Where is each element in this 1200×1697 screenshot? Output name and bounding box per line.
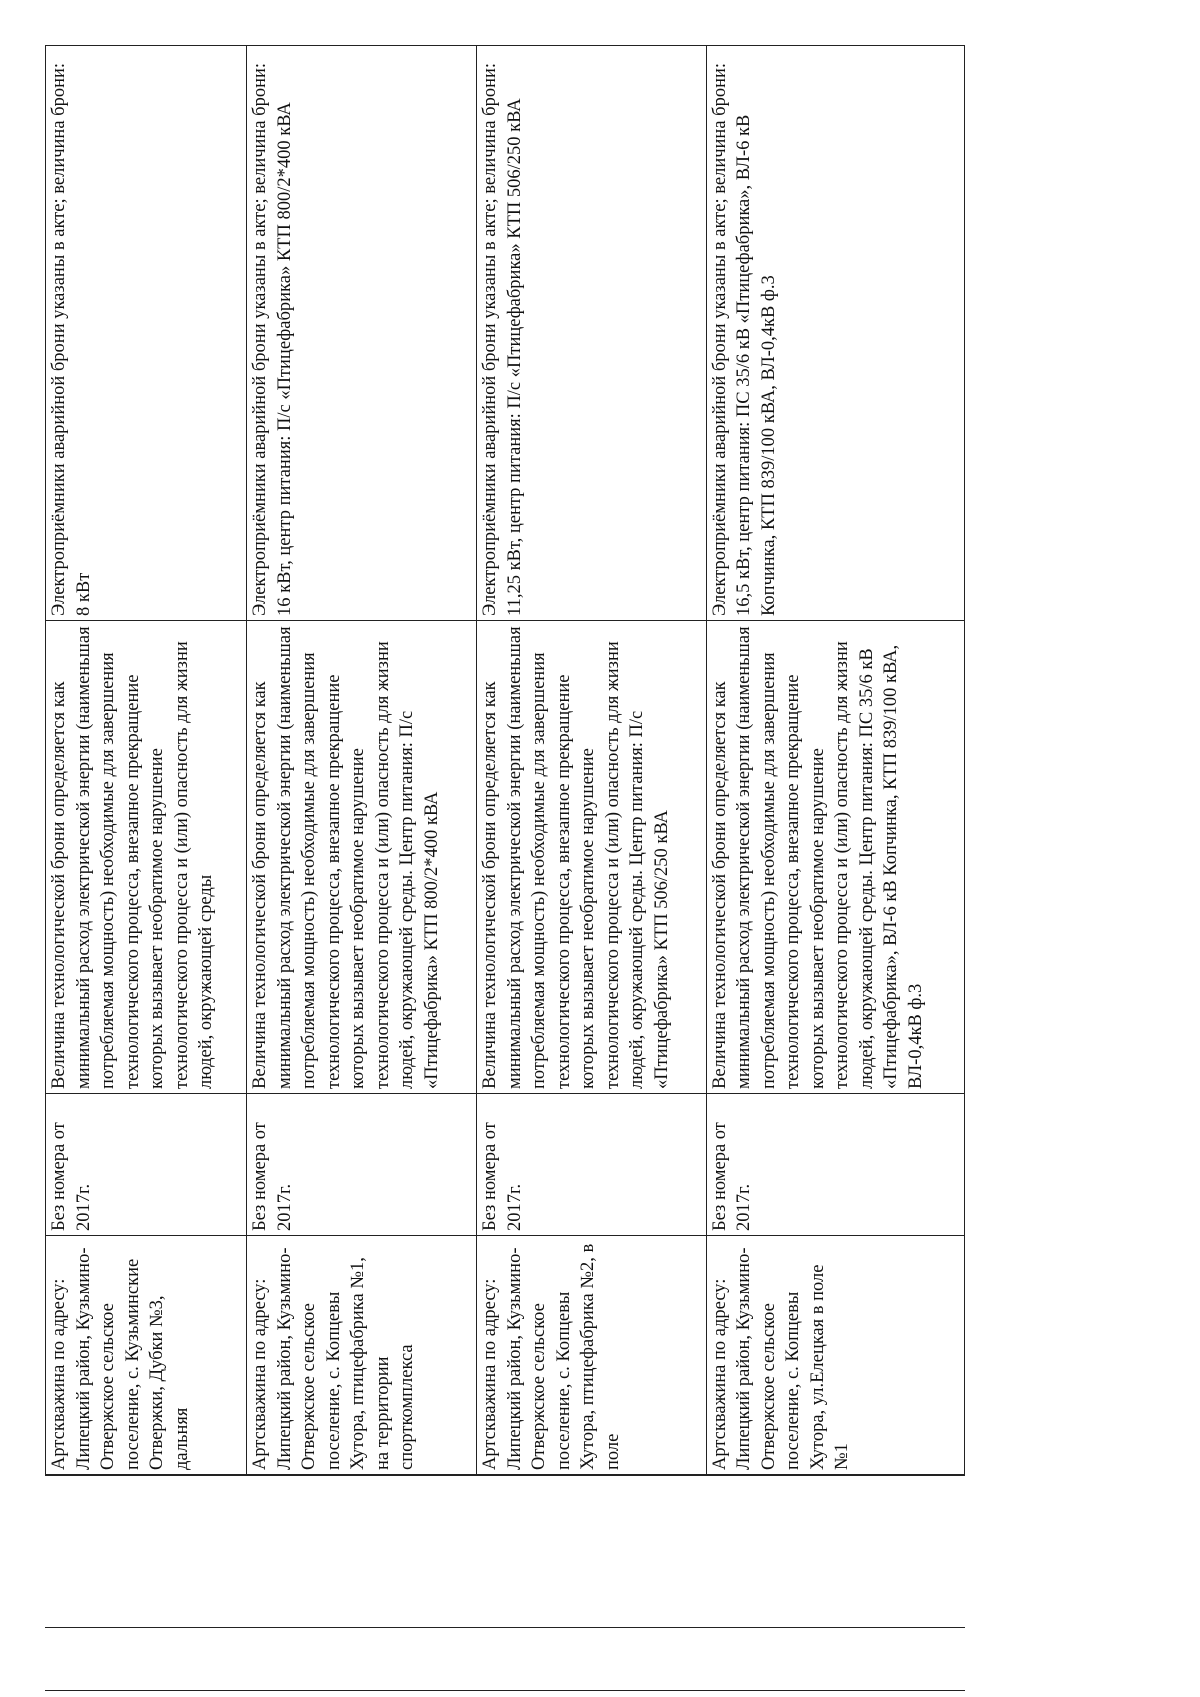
tech-reserve-cell: Величина технологической брони определяется как минимальный расход электрической энергии (наименьшая потребляемая мощность) необходимые для завершения технологического процесса, внезапное прекращение которых вызывает необратимое нарушение технологического процесса и (или) опасность для жизни людей, окружающей среды. Центр питания: П/с «Птицефабрика» КТП 800/2*400 кВА <box>247 621 477 1094</box>
table-column-line <box>45 1475 965 1476</box>
location-cell: Артскважина по адресу: Липецкий район, Кузьмино-Отвержское сельское поселение, с. Копцевы Хутора, птицефабрика №1, на территории спорткомплекса <box>247 1236 477 1475</box>
act-cell: Без номера от 2017г. <box>247 1094 477 1236</box>
tech-reserve-cell: Величина технологической брони определяется как минимальный расход электрической энергии (наименьшая потребляемая мощность) необходимые для завершения технологического процесса, внезапное прекращение которых вызывает необратимое нарушение технологического процесса и (или) опасность для жизни людей, окружающей среды. Центр питания: ПС 35/6 кВ «Птицефабрика», ВЛ-6 кВ Копчинка, КТП 839/100 кВА, ВЛ-0,4кВ ф.3 <box>706 621 964 1094</box>
rotated-table-page <box>45 45 965 1475</box>
table-row <box>477 46 707 1475</box>
emergency-reserve-cell: Электроприёмники аварийной брони указаны в акте; величина брони: 16 кВт, центр питания: П/с «Птицефабрика» КТП 800/2*400 кВА <box>247 46 477 621</box>
location-cell: Артскважина по адресу: Липецкий район, Кузьмино-Отвержское сельское поселение, с. Копцевы Хутора, птицефабрика №2, в поле <box>477 1236 707 1475</box>
emergency-reserve-cell: Электроприёмники аварийной брони указаны в акте; величина брони: 11,25 кВт, центр питания: П/с «Птицефабрика» КТП 506/250 кВА <box>477 46 707 621</box>
table-row <box>706 46 964 1475</box>
act-cell: Без номера от 2017г. <box>477 1094 707 1236</box>
act-cell: Без номера от 2017г. <box>46 1094 247 1236</box>
location-cell: Артскважина по адресу: Липецкий район, Кузьмино-Отвержское сельское поселение, с. Кузьминские Отвержки, Дубки №3, дальняя <box>46 1236 247 1475</box>
tech-reserve-cell: Величина технологической брони определяется как минимальный расход электрической энергии (наименьшая потребляемая мощность) необходимые для завершения технологического процесса, внезапное прекращение которых вызывает необратимое нарушение технологического процесса и (или) опасность для жизни людей, окружающей среды <box>46 621 247 1094</box>
table-column-line <box>45 1690 965 1691</box>
act-cell: Без номера от 2017г. <box>706 1094 964 1236</box>
table-row <box>247 46 477 1475</box>
reserve-table <box>45 45 965 1475</box>
tech-reserve-cell: Величина технологической брони определяется как минимальный расход электрической энергии (наименьшая потребляемая мощность) необходимые для завершения технологического процесса, внезапное прекращение которых вызывает необратимое нарушение технологического процесса и (или) опасность для жизни людей, окружающей среды. Центр питания: П/с «Птицефабрика» КТП 506/250 кВА <box>477 621 707 1094</box>
location-cell: Артскважина по адресу: Липецкий район, Кузьмино-Отвержское сельское поселение, с. Копцевы Хутора, ул.Елецкая в поле №1 <box>706 1236 964 1475</box>
table-column-line <box>45 1627 965 1628</box>
table-row <box>46 46 247 1475</box>
emergency-reserve-cell: Электроприёмники аварийной брони указаны в акте; величина брони: 16,5 кВт, центр питания: ПС 35/6 кВ «Птицефабрика», ВЛ-6 кВ Копчинка, КТП 839/100 кВА, ВЛ-0,4кВ ф.3 <box>706 46 964 621</box>
emergency-reserve-cell: Электроприёмники аварийной брони указаны в акте; величина брони: 8 кВт <box>46 46 247 621</box>
